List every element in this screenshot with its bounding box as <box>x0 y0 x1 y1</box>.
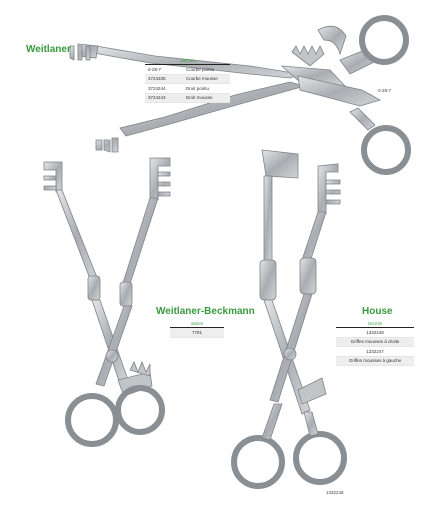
house-title: House <box>362 306 393 317</box>
row-code: 1332248 <box>366 329 384 335</box>
table-row <box>145 94 230 104</box>
weitlaner-table <box>145 58 230 103</box>
beckmann-size: 16mm <box>190 321 204 326</box>
table-row <box>145 75 230 85</box>
weitlaner-beckmann-retractor-image <box>44 158 170 444</box>
table-row <box>336 357 414 367</box>
house-rows <box>336 327 414 366</box>
weitlaner-title: Weitlaner <box>26 44 71 55</box>
table-row <box>336 347 414 357</box>
table-row <box>336 328 414 338</box>
house-size: 16cmm <box>367 321 383 326</box>
row-code: 3724335 <box>148 76 166 82</box>
beckmann-title: Weitlaner-Beckmann <box>156 306 255 317</box>
house-table <box>336 321 414 366</box>
row-code: 3724243 <box>148 95 166 101</box>
row-code: 1332247 <box>366 348 384 354</box>
weitlaner-retractor-image <box>70 18 408 172</box>
weitlaner-rows <box>145 64 230 103</box>
row-desc: Droit pointu <box>186 85 210 91</box>
row-code: 3724244 <box>148 85 166 91</box>
row-code: 7781 <box>191 329 202 335</box>
table-row <box>336 338 414 348</box>
row-desc: Griffes mousses à droite <box>350 339 400 345</box>
house-retractor-image <box>234 150 344 486</box>
row-desc: Courbe mousse <box>186 76 218 82</box>
table-row <box>145 84 230 94</box>
beckmann-rows <box>170 327 224 338</box>
weitlaner-image-label: 0-28-7 <box>378 88 392 93</box>
row-desc: Droit mousse <box>186 95 213 101</box>
weitlaner-size: 16cmm <box>180 58 195 63</box>
row-code: 0-28-7 <box>148 66 162 72</box>
beckmann-table <box>170 321 224 338</box>
row-desc: Courbe pointu <box>186 66 215 72</box>
house-image-label: 1332248 <box>326 490 344 495</box>
table-row <box>170 328 224 338</box>
row-desc: Griffes mousses à gauche <box>348 358 402 364</box>
table-row <box>145 65 230 75</box>
